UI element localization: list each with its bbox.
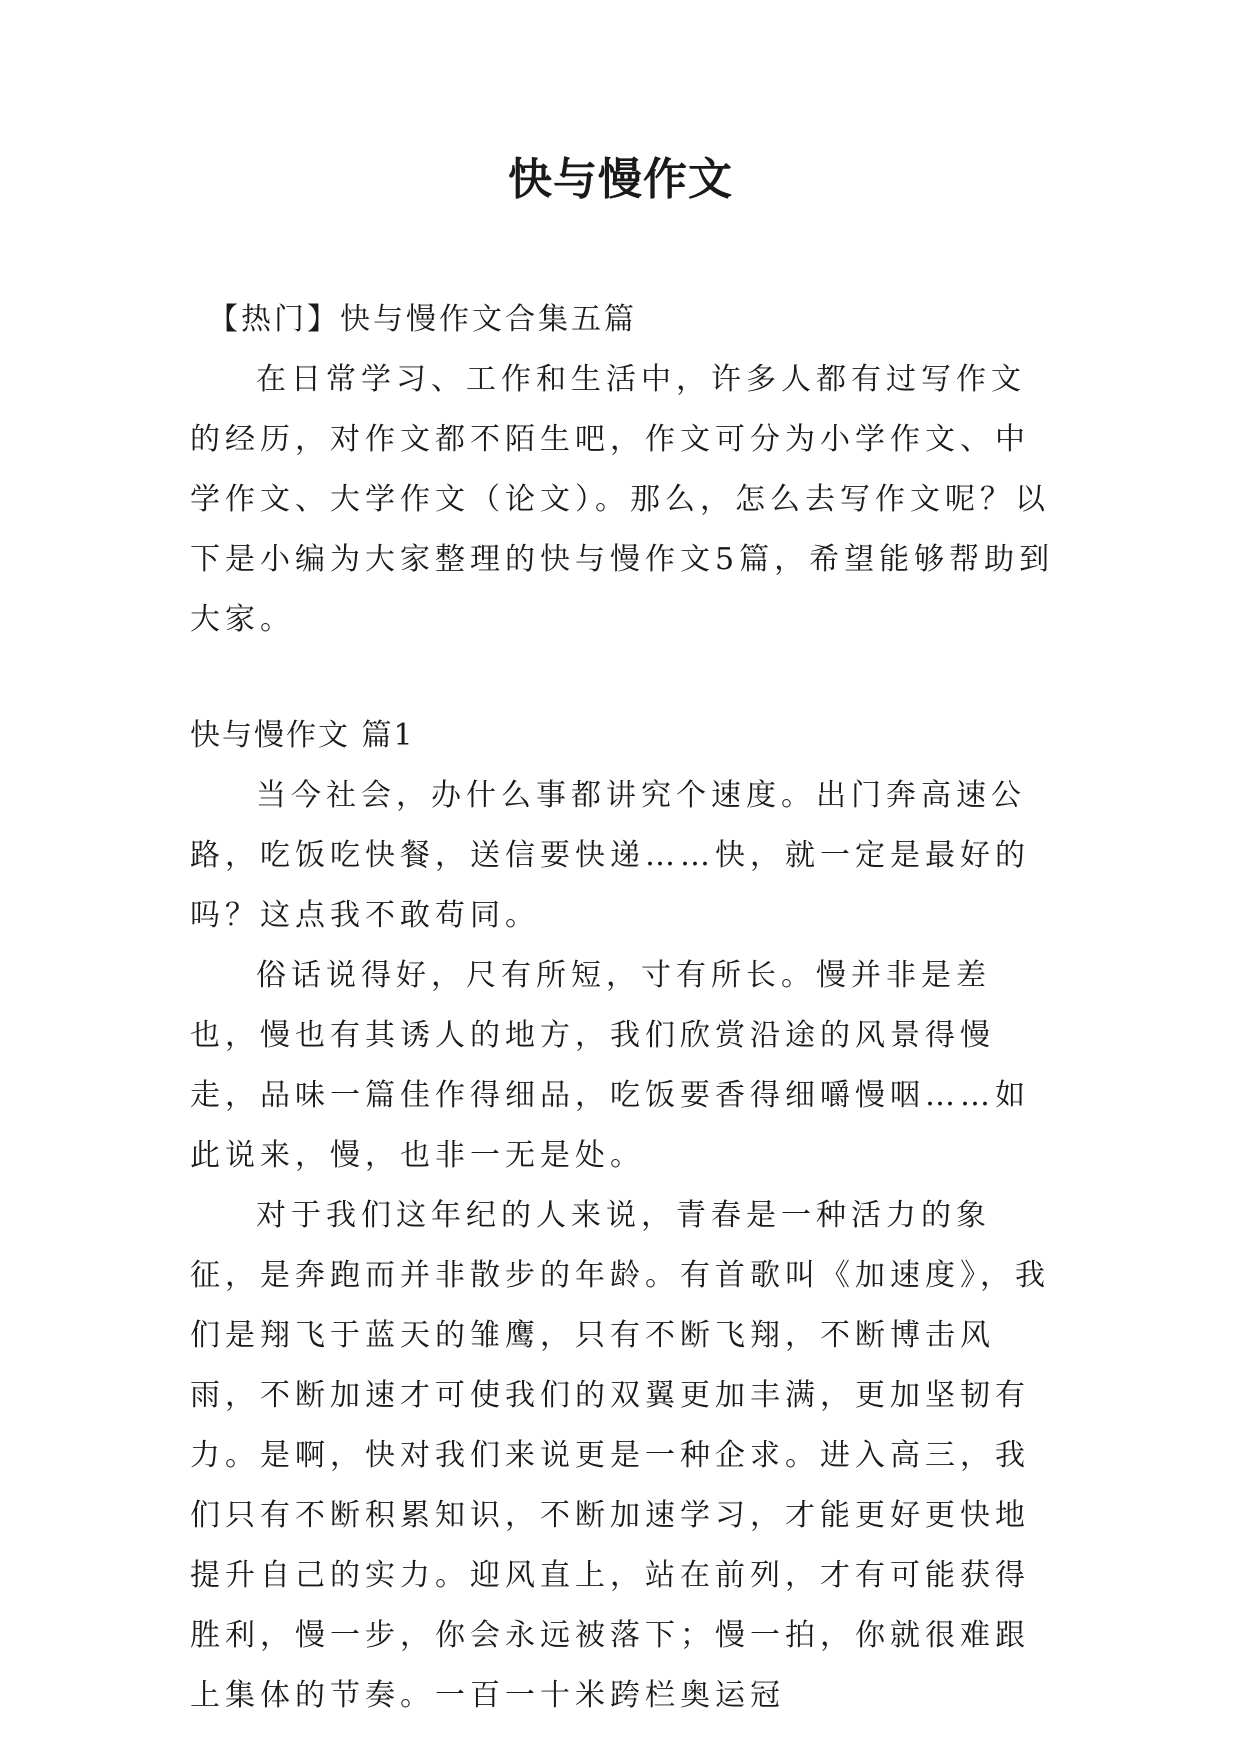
document-title: 快与慢作文 [508, 154, 733, 205]
body-paragraph: 当今社会，办什么事都讲究个速度。出门奔高速公路，吃饭吃快餐，送信要快递……快，就一定是最好的吗？这点我不敢苟同。 [190, 778, 1030, 933]
intro-paragraph: 在日常学习、工作和生活中，许多人都有过写作文的经历，对作文都不陌生吧，作文可分为小学作文、中学作文、大学作文（论文）。那么，怎么去写作文呢？以下是小编为大家整理的快与慢作文5篇，希望能够帮助到大家。 [190, 362, 1055, 637]
collection-subtitle: 【热门】快与慢作文合集五篇 [208, 302, 637, 337]
body-paragraph: 俗话说得好，尺有所短，寸有所长。慢并非是差也，慢也有其诱人的地方，我们欣赏沿途的风景得慢走，品味一篇佳作得细品，吃饭要香得细嚼慢咽……如此说来，慢，也非一无是处。 [190, 958, 1030, 1173]
body-paragraph: 对于我们这年纪的人来说，青春是一种活力的象征，是奔跑而并非散步的年龄。有首歌叫《加速度》，我们是翔飞于蓝天的雏鹰，只有不断飞翔，不断博击风雨，不断加速才可使我们的双翼更加丰满，更加坚韧有力。是啊，快对我们来说更是一种企求。进入高三，我们只有不断积累知识，不断加速学习，才能更好更快地提升自己的实力。迎风直上，站在前列，才有可能获得胜利，慢一步，你会永远被落下；慢一拍，你就很难跟上集体的节奏。一百一十米跨栏奥运冠 [190, 1198, 1050, 1713]
section-heading: 快与慢作文 篇1 [190, 718, 415, 753]
section-spacer [190, 650, 1060, 706]
document-body [190, 290, 1060, 1726]
